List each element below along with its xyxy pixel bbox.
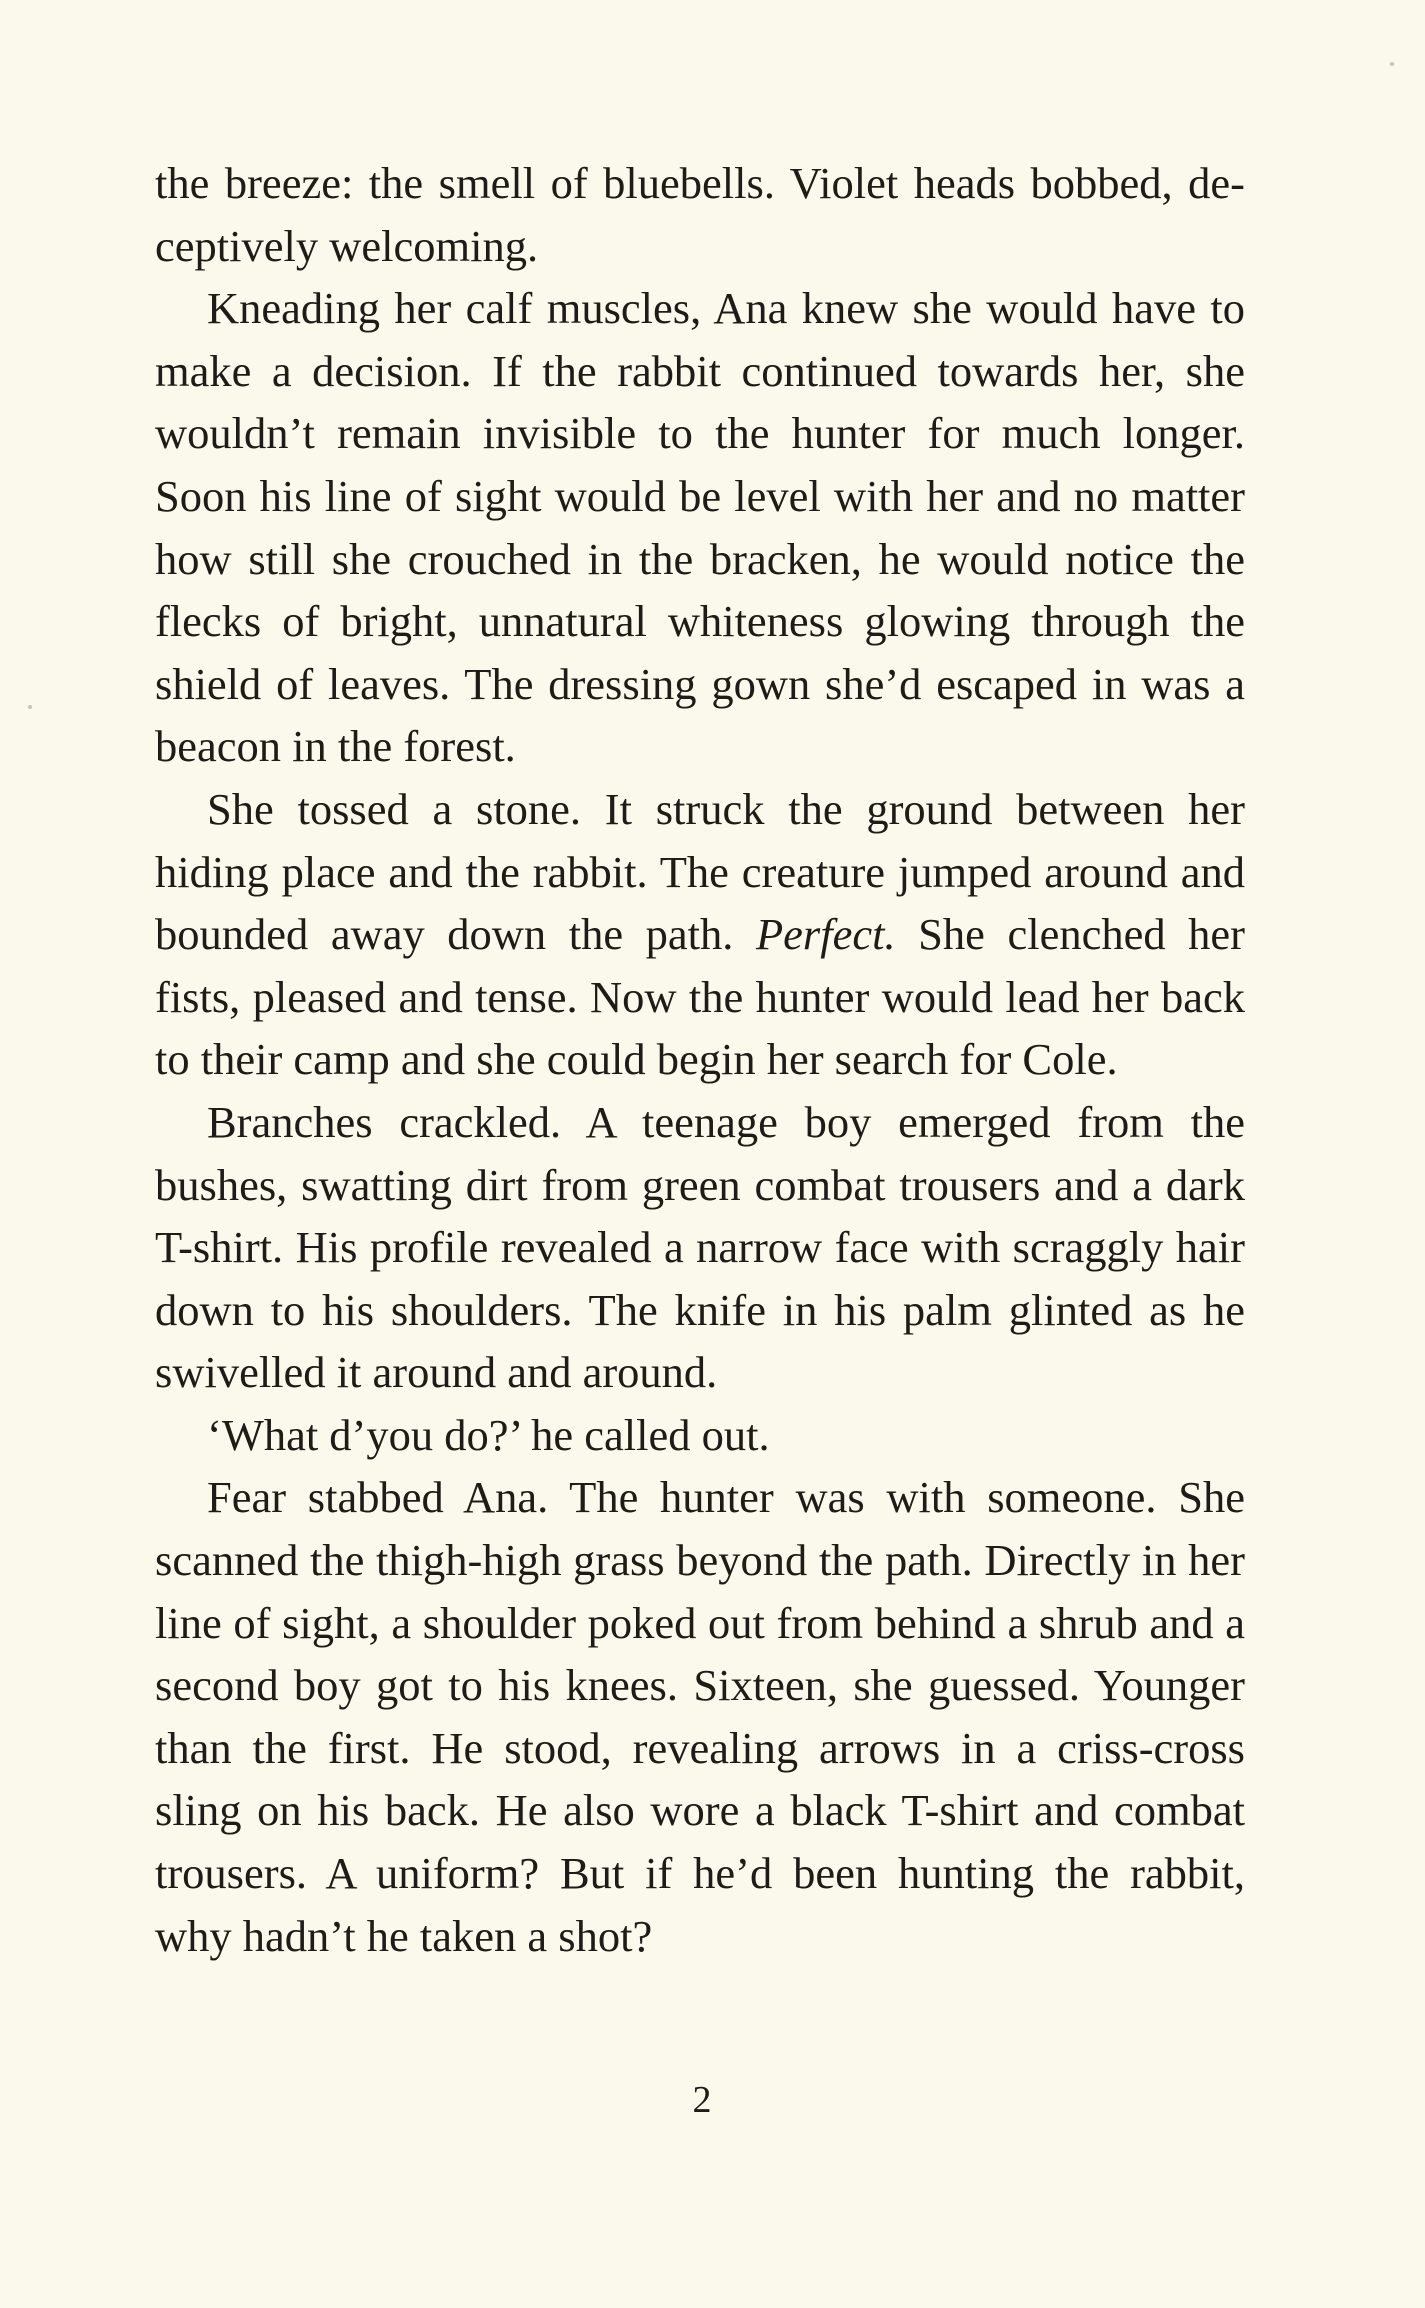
paragraph-stone xyxy=(155,778,1245,1091)
paragraph-boy-emerges: Branches crackled. A teenage boy emerged from the bushes, swatting dirt from green combat trousers and a dark T-shirt. His profile revealed a narrow face with scraggly hair down to his shoulders. The knife in his palm glinted as he swivelled it around and around. xyxy=(155,1096,1245,1398)
page-number: 2 xyxy=(692,2079,712,2121)
paragraph-decision: Kneading her calf muscles, Ana knew she would have to make a decision. If the rabbit continued towards her, she wouldn’t remain invisible to the hunter for much longer. Soon his line of sight would be level with her and no matter how still she crouched in the bracken, he would notice the flecks of bright, unnatural whiteness glowing through the shield of leaves. The dressing gown she’d escaped in was a beacon in the forest. xyxy=(155,283,1245,772)
paragraph-continued: the breeze: the smell of bluebells. Violet heads bobbed, deceptively welcoming. xyxy=(155,158,1245,271)
paragraph-dialogue: ‘What d’you do?’ he called out. xyxy=(207,1409,770,1460)
paragraph-stone-italic: Perfect. xyxy=(755,909,896,960)
paragraph-second-boy: Fear stabbed Ana. The hunter was with someone. She scanned the thigh-high grass beyond the path. Directly in her line of sight, a shoulder poked out from behind a shrub and a second boy got to his knees. Sixteen, she guessed. Younger than the first. He stood, revealing arrows in a criss-cross sling on his back. He also wore a black T-shirt and combat trousers. A uniform? But if he’d been hunting the rabbit, why hadn’t he taken a shot? xyxy=(155,1472,1245,1961)
paper-speck xyxy=(1390,62,1394,66)
paper-speck xyxy=(28,705,32,709)
paragraph-stone-after: She clenched her fists, pleased and tense. Now the hunter would lead her back to their camp and she could begin her search for Cole. xyxy=(155,909,1245,1085)
body-text xyxy=(155,152,1245,1967)
paragraph-stone-before: She tossed a stone. It struck the ground between her hiding place and the rabbit. The creature jumped around and bounded away down the path. xyxy=(155,783,1245,960)
